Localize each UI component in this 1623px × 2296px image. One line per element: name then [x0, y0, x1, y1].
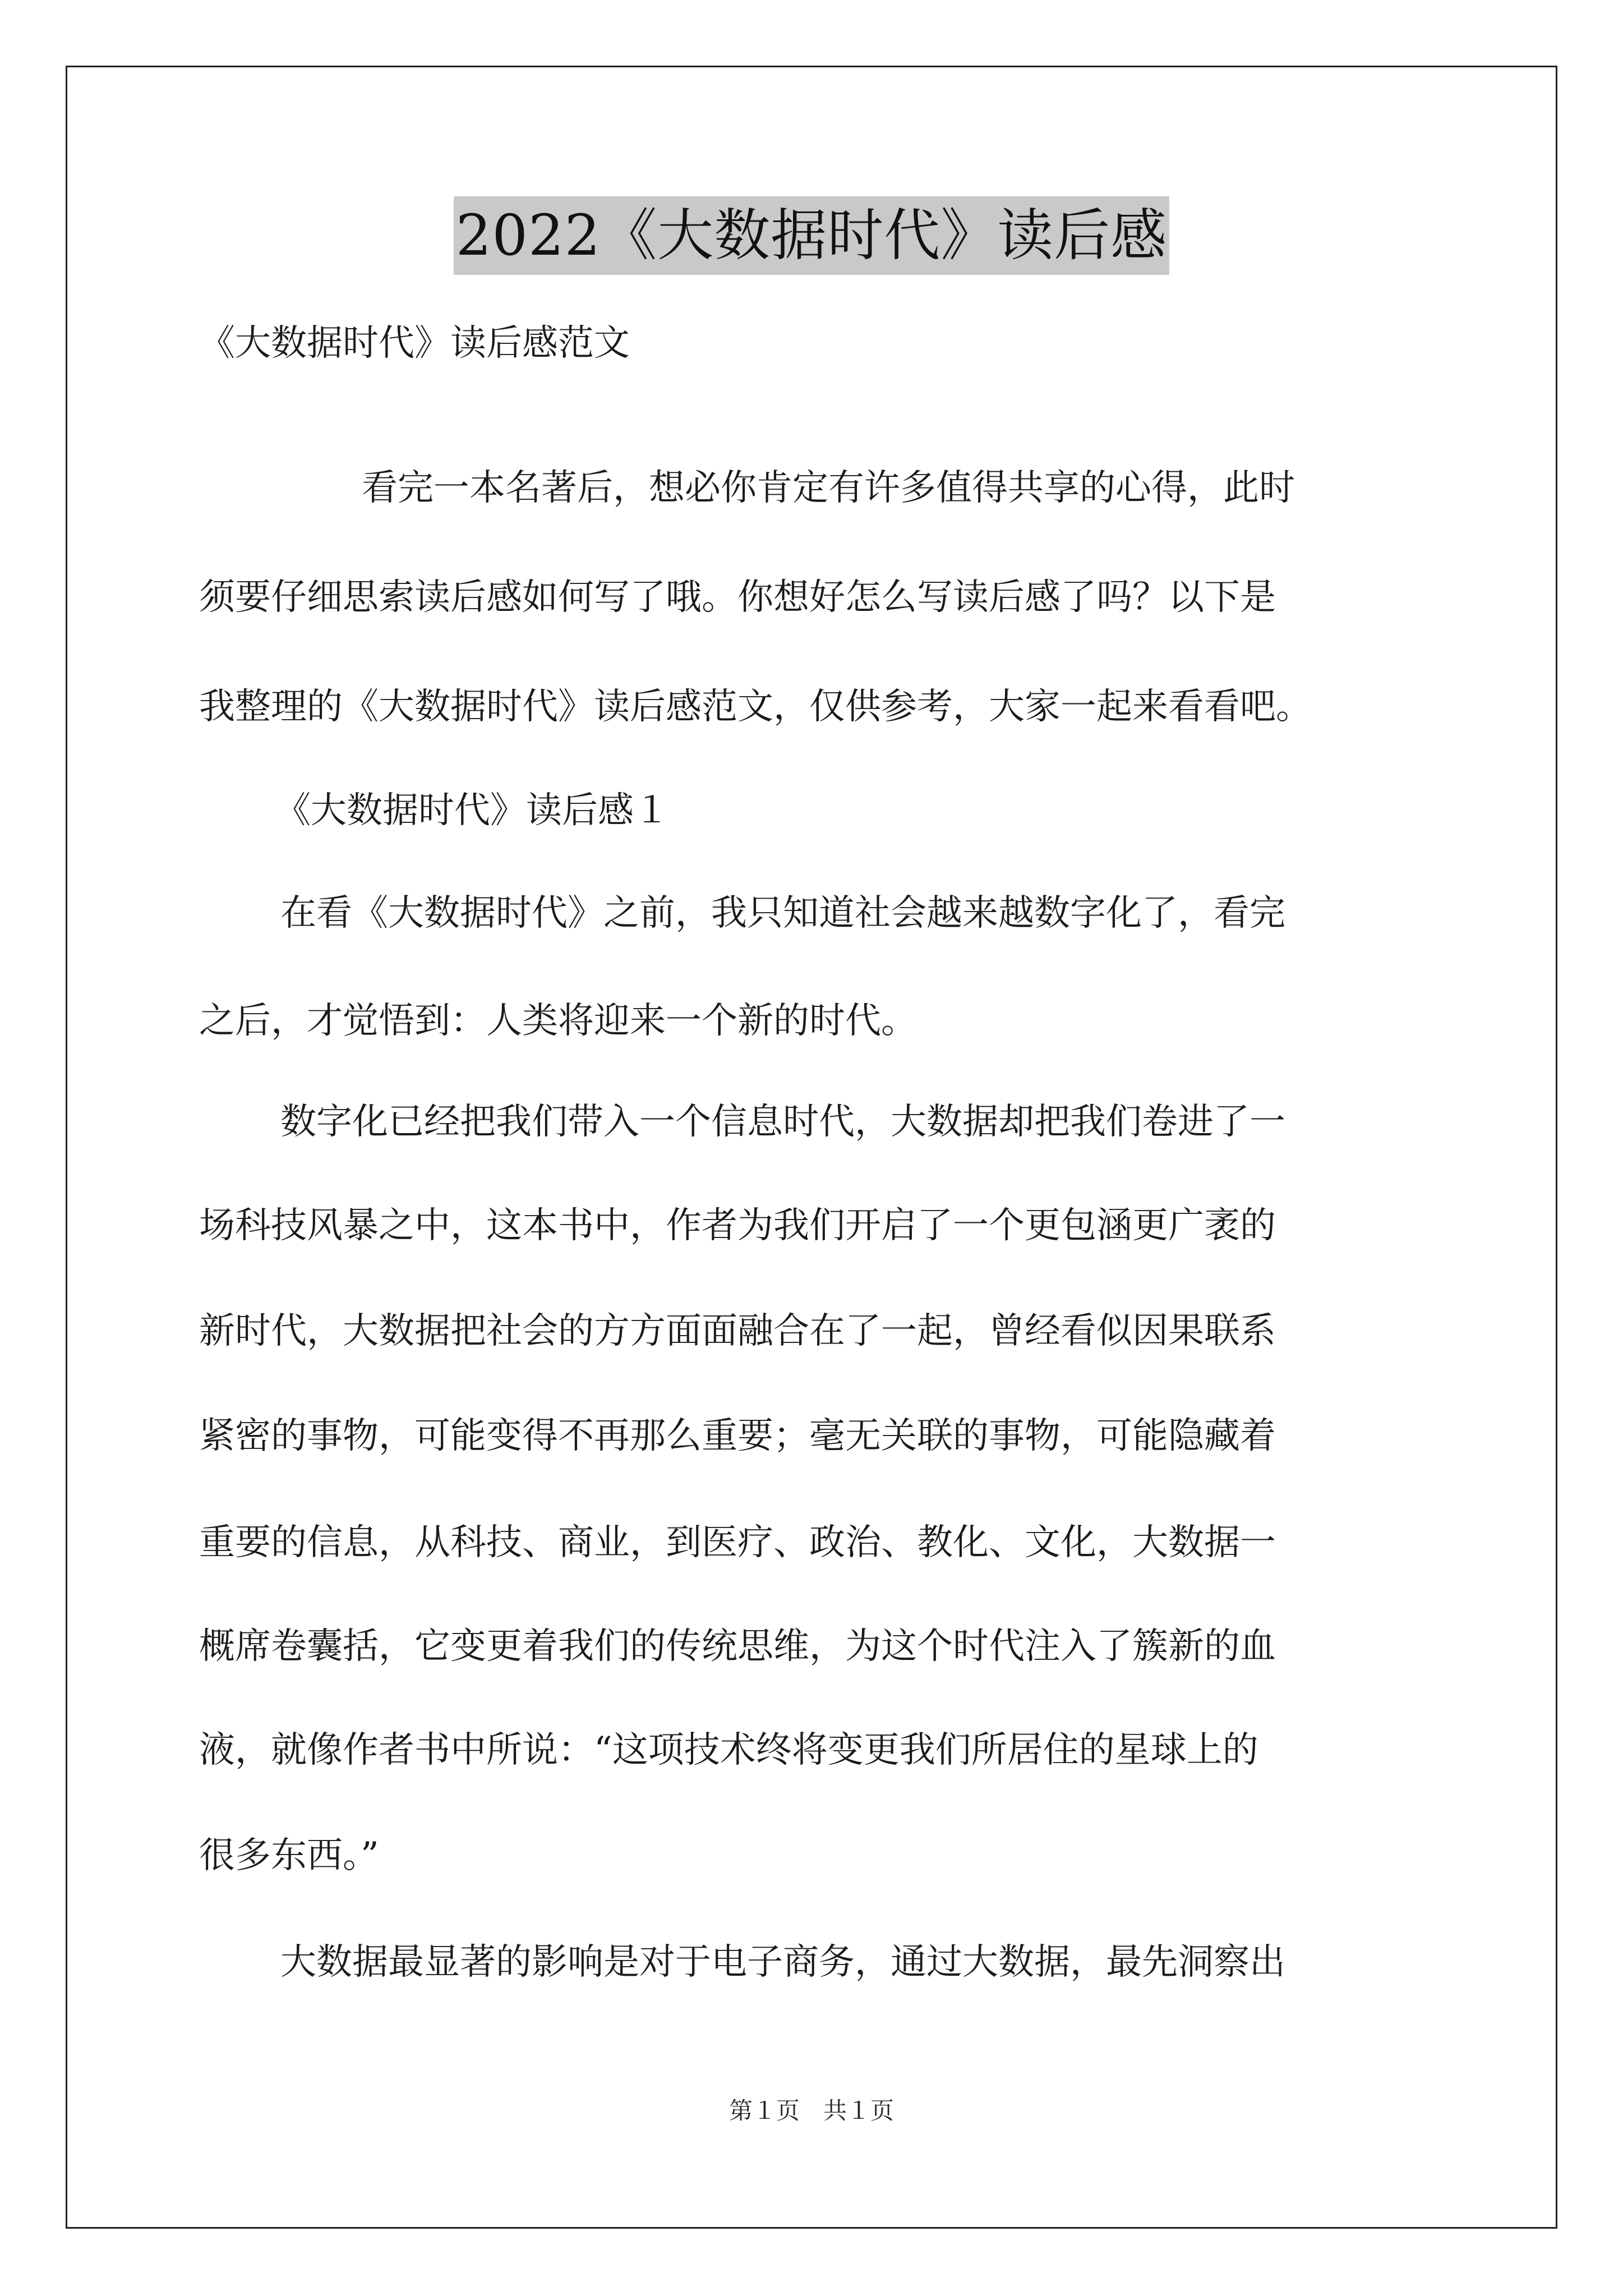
- document-subtitle: 《大数据时代》读后感范文: [199, 323, 630, 364]
- paragraph2-line-7: 液，就像作者书中所说：“这项技术终将变更我们所居住的星球上的: [199, 1729, 1258, 1771]
- section-heading: 《大数据时代》读后感１: [275, 790, 670, 831]
- paragraph2-line-2: 场科技风暴之中，这本书中，作者为我们开启了一个更包涵更广袤的: [199, 1205, 1276, 1246]
- paragraph2-line-3: 新时代，大数据把社会的方方面面融合在了一起，曾经看似因果联系: [199, 1310, 1276, 1352]
- paragraph1-line-1: 在看《大数据时代》之前，我只知道社会越来越数字化了，看完: [280, 892, 1285, 934]
- page-footer: 第１页 共１页: [728, 2097, 894, 2124]
- page-border: [66, 66, 1557, 2229]
- intro-line-1: 看完一本名著后，想必你肯定有许多值得共享的心得，此时: [362, 467, 1295, 509]
- title-container: [0, 196, 1623, 275]
- paragraph2-line-6: 概席卷囊括，它变更着我们的传统思维，为这个时代注入了簇新的血: [199, 1626, 1276, 1667]
- paragraph2-line-8: 很多东西。”: [199, 1835, 379, 1876]
- paragraph3-line-1: 大数据最显著的影响是对于电子商务，通过大数据，最先洞察出: [280, 1941, 1285, 1983]
- paragraph1-line-2: 之后，才觉悟到：人类将迎来一个新的时代。: [199, 1000, 917, 1042]
- paragraph2-line-5: 重要的信息，从科技、商业，到医疗、政治、教化、文化，大数据一: [199, 1522, 1276, 1563]
- paragraph2-line-4: 紧密的事物，可能变得不再那么重要；毫无关联的事物，可能隐藏着: [199, 1415, 1276, 1457]
- document-title: 2022《大数据时代》读后感: [454, 196, 1170, 275]
- paragraph2-line-1: 数字化已经把我们带入一个信息时代，大数据却把我们卷进了一: [280, 1101, 1285, 1143]
- intro-line-2: 须要仔细思索读后感如何写了哦。你想好怎么写读后感了吗？以下是: [199, 577, 1276, 618]
- intro-line-3: 我整理的《大数据时代》读后感范文，仅供参考，大家一起来看看吧。: [199, 686, 1312, 728]
